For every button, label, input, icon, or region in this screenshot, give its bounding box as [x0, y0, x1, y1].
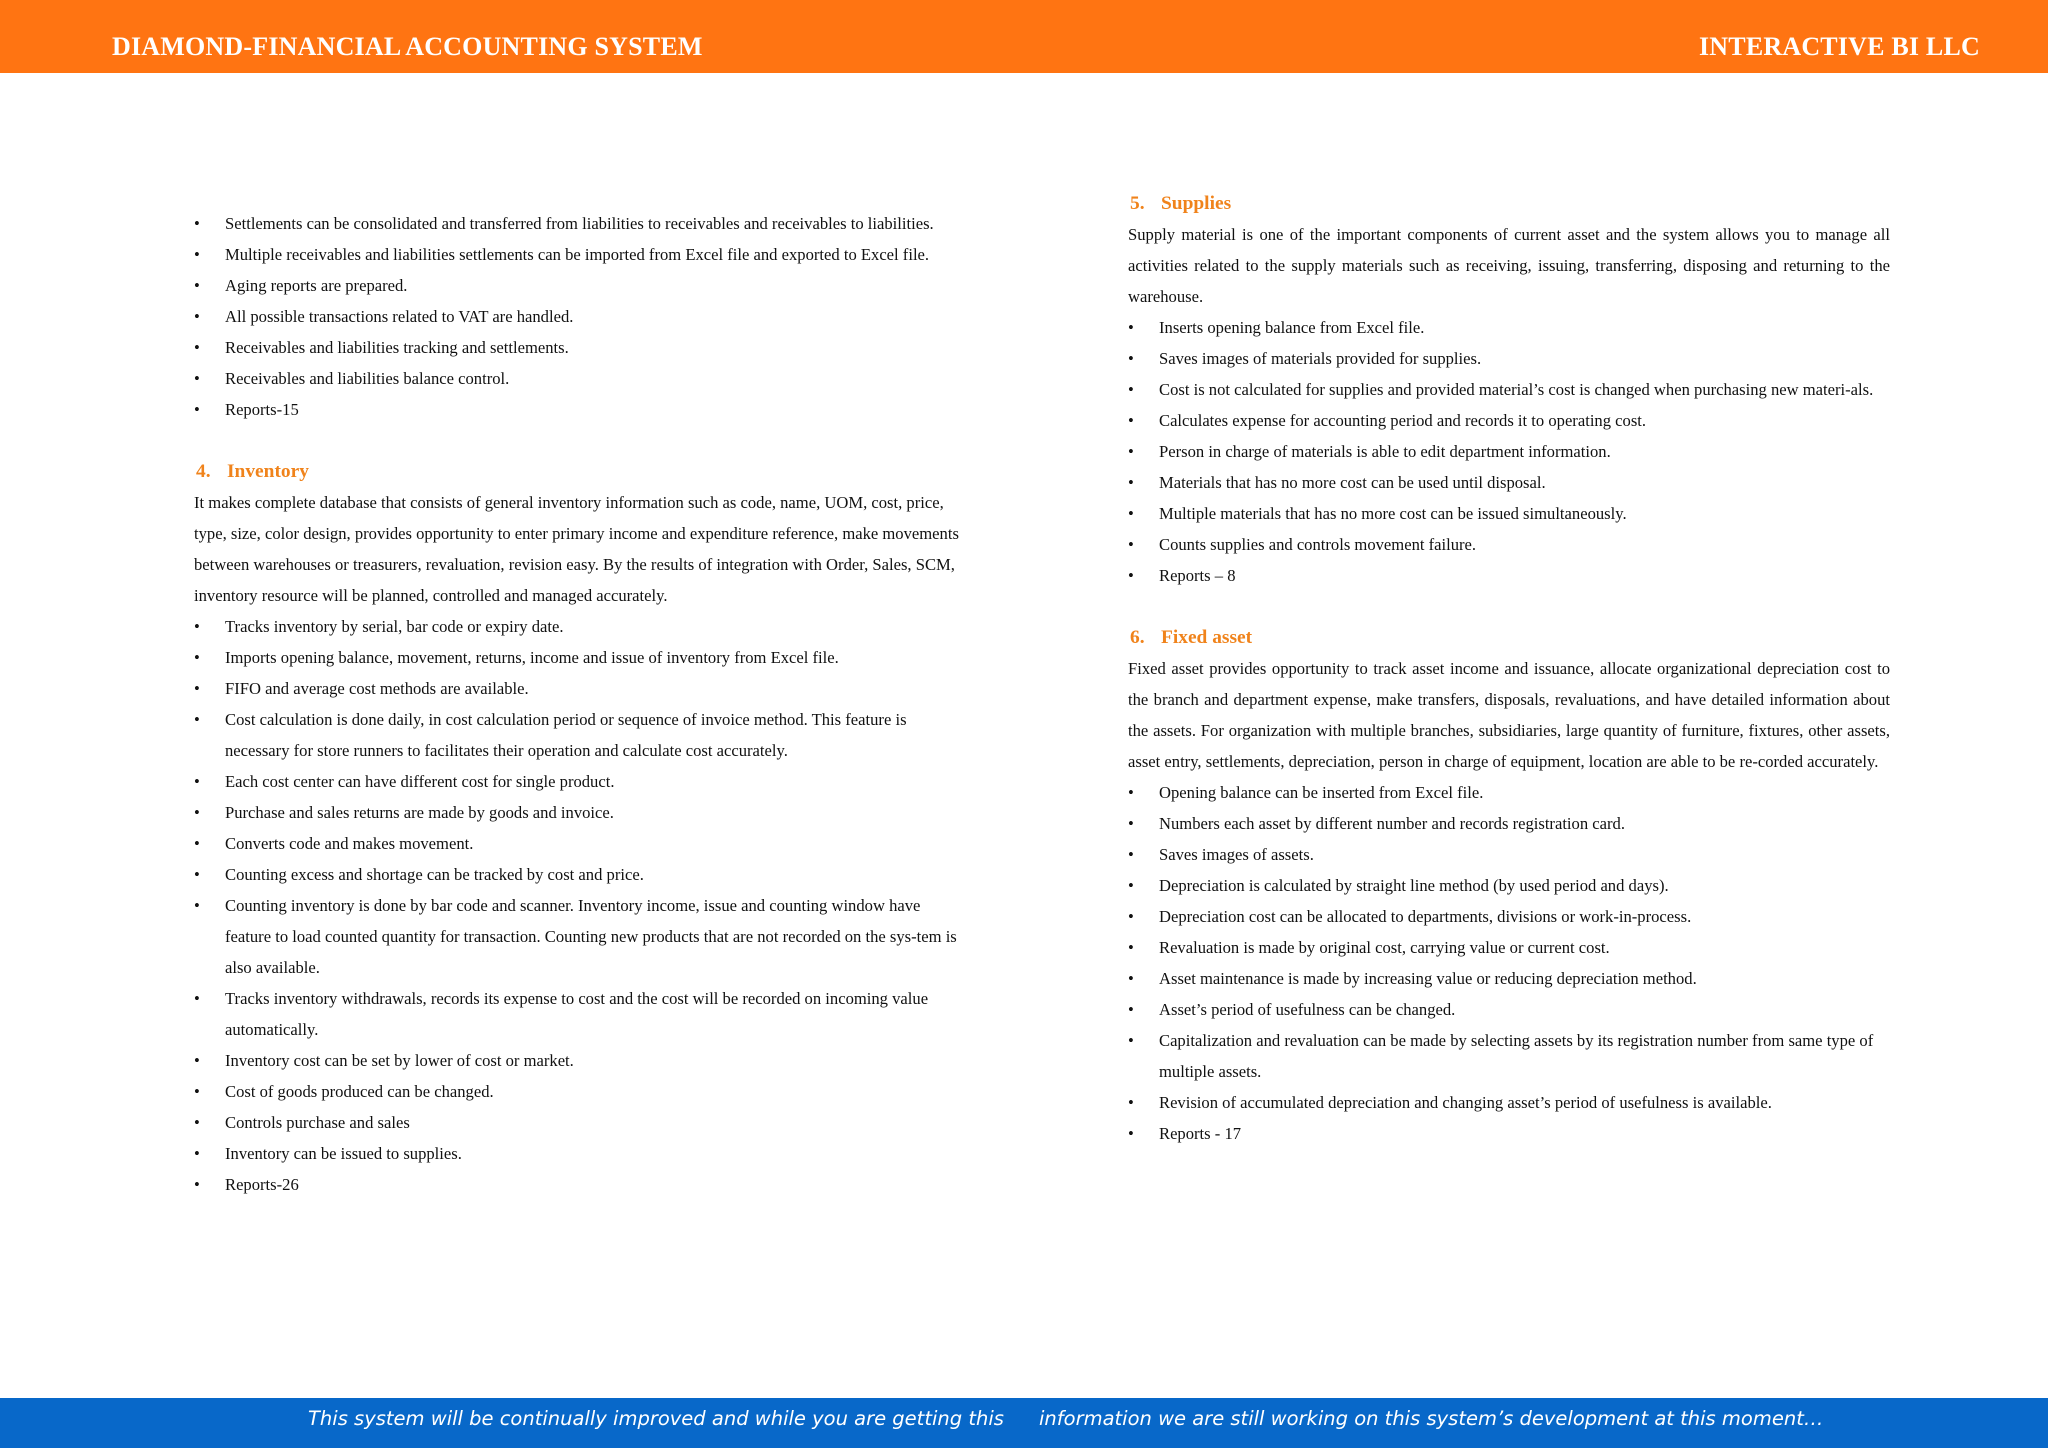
page-header — [0, 0, 2048, 73]
list-item: • Settlements can be consolidated and transferred from liabilities to receivables and receivables to liabilities. — [194, 208, 964, 239]
inventory-description: It makes complete database that consists of general inventory information such as code, name, UOM, cost, price, type, size, color design, provides opportunity to enter primary income and expenditure reference, make movements between warehouses or treasurers, revaluation, revision easy. By the results of integration with Order, Sales, SCM, inventory resource will be planned, controlled and managed accurately. — [194, 493, 959, 605]
list-item: • Multiple materials that has no more cost can be issued simultaneously. — [1128, 498, 1890, 529]
list-item: • Saves images of materials provided for supplies. — [1128, 343, 1890, 374]
supplies-bullet-list — [1128, 312, 1890, 591]
list-item: • Reports - 17 — [1128, 1118, 1890, 1149]
list-item: • Capitalization and revaluation can be made by selecting assets by its registration number from same type of multiple assets. — [1128, 1025, 1890, 1087]
fixed-asset-heading — [1128, 622, 1890, 653]
list-item: • Inventory cost can be set by lower of cost or market. — [194, 1045, 964, 1076]
list-item: • All possible transactions related to VAT are handled. — [194, 301, 964, 332]
supplies-description: Supply material is one of the important components of current asset and the system allows you to manage all activities related to the supply materials such as receiving, issuing, transferring, disposing and returning to the warehouse. — [1128, 225, 1890, 306]
list-item: • Aging reports are prepared. — [194, 270, 964, 301]
page-footer — [0, 1398, 2048, 1448]
fixed-asset-description: Fixed asset provides opportunity to track asset income and issuance, allocate organizational depreciation cost to the branch and department expense, make transfers, disposals, revaluations, and have detailed information about the assets. For organization with multiple branches, subsidiaries, large quantity of furniture, fixtures, other assets, asset entry, settlements, depreciation, person in charge of equipment, location are able to be re-corded accurately. — [1128, 659, 1890, 771]
footer-notice-part2: information we are still working on this system’s development at this moment… — [1039, 1407, 1824, 1430]
list-item: • FIFO and average cost methods are available. — [194, 673, 964, 704]
list-item: • Counting excess and shortage can be tracked by cost and price. — [194, 859, 964, 890]
list-item: • Converts code and makes movement. — [194, 828, 964, 859]
list-item: • Cost calculation is done daily, in cost calculation period or sequence of invoice method. This feature is necessary for store runners to facilitates their operation and calculate cost accurately. — [194, 704, 964, 766]
section-title-text: Inventory — [227, 461, 309, 482]
list-item: • Reports-26 — [194, 1169, 964, 1200]
section-spacer — [194, 425, 964, 456]
list-item: • Asset maintenance is made by increasing value or reducing depreciation method. — [1128, 963, 1890, 994]
list-item: • Reports – 8 — [1128, 560, 1890, 591]
list-item: • Cost of goods produced can be changed. — [194, 1076, 964, 1107]
list-item: • Imports opening balance, movement, returns, income and issue of inventory from Excel file. — [194, 642, 964, 673]
list-item: • Person in charge of materials is able to edit department information. — [1128, 436, 1890, 467]
list-item: • Asset’s period of usefulness can be changed. — [1128, 994, 1890, 1025]
left-column — [194, 208, 964, 1200]
list-item: • Controls purchase and sales — [194, 1107, 964, 1138]
list-item: • Inserts opening balance from Excel file. — [1128, 312, 1890, 343]
list-item: • Tracks inventory withdrawals, records its expense to cost and the cost will be recorded on incoming value automatically. — [194, 983, 964, 1045]
inventory-bullet-list — [194, 611, 964, 1200]
list-item: • Counts supplies and controls movement failure. — [1128, 529, 1890, 560]
list-item: • Saves images of assets. — [1128, 839, 1890, 870]
list-item: • Opening balance can be inserted from Excel file. — [1128, 777, 1890, 808]
section-title-text: Fixed asset — [1161, 627, 1253, 648]
right-column — [1128, 188, 1890, 1149]
section-number: 5. — [1130, 193, 1145, 214]
section-spacer — [1128, 591, 1890, 622]
section-title-text: Supplies — [1161, 193, 1232, 214]
list-item: • Receivables and liabilities balance control. — [194, 363, 964, 394]
company-name: INTERACTIVE BI LLC — [1698, 32, 1980, 61]
inventory-heading — [194, 456, 964, 487]
section-number: 6. — [1130, 627, 1145, 648]
list-item: • Materials that has no more cost can be used until disposal. — [1128, 467, 1890, 498]
list-item: • Tracks inventory by serial, bar code or expiry date. — [194, 611, 964, 642]
list-item: • Numbers each asset by different number and records registration card. — [1128, 808, 1890, 839]
list-item: • Inventory can be issued to supplies. — [194, 1138, 964, 1169]
fixed-asset-bullet-list — [1128, 777, 1890, 1149]
list-item: • Each cost center can have different cost for single product. — [194, 766, 964, 797]
list-item: • Revaluation is made by original cost, carrying value or current cost. — [1128, 932, 1890, 963]
supplies-heading — [1128, 188, 1890, 219]
receivables-bullet-list — [194, 208, 964, 425]
list-item: • Multiple receivables and liabilities settlements can be imported from Excel file and exported to Excel file. — [194, 239, 964, 270]
section-number: 4. — [196, 461, 211, 482]
footer-notice-part1: This system will be continually improved and while you are getting this — [308, 1407, 1004, 1430]
list-item: • Cost is not calculated for supplies and provided material’s cost is changed when purchasing new materi-als. — [1128, 374, 1890, 405]
list-item: • Purchase and sales returns are made by goods and invoice. — [194, 797, 964, 828]
list-item: • Calculates expense for accounting period and records it to operating cost. — [1128, 405, 1890, 436]
list-item: • Depreciation cost can be allocated to departments, divisions or work-in-process. — [1128, 901, 1890, 932]
list-item: • Counting inventory is done by bar code and scanner. Inventory income, issue and counting window have feature to load counted quantity for transaction. Counting new products that are not recorded on the sys-tem is also available. — [194, 890, 964, 983]
list-item: • Receivables and liabilities tracking and settlements. — [194, 332, 964, 363]
list-item: • Revision of accumulated depreciation and changing asset’s period of usefulness is available. — [1128, 1087, 1890, 1118]
list-item: • Depreciation is calculated by straight line method (by used period and days). — [1128, 870, 1890, 901]
list-item: • Reports-15 — [194, 394, 964, 425]
system-title: DIAMOND-FINANCIAL ACCOUNTING SYSTEM — [112, 32, 703, 61]
